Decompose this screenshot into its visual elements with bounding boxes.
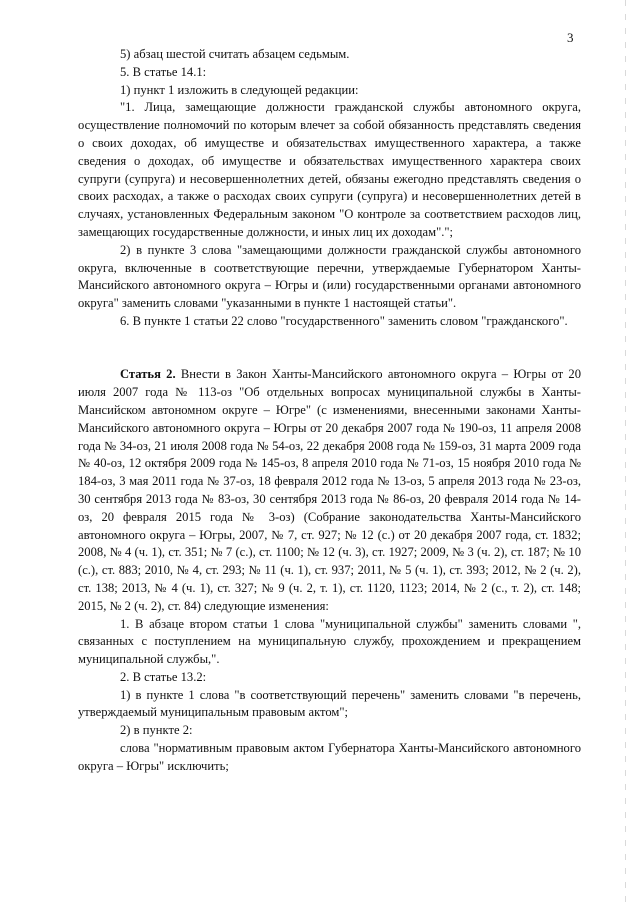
paragraph: "1. Лица, замещающие должности гражданской службы автономного округа, осуществление полномочий по которым влечет за собой обязанность представлять сведения о своих доходах, об имуществе и обязательствах имущественного характера, а также сведения о доходах, об имуществе и обязательствах имущественного характера своих супруги (супруга) и несовершеннолетних детей, обязаны ежегодно представлять сведения о своих расходах, а также о расходах своих супруги (супруга) и несовершеннолетних детей в случаях, установленных Федеральным законом "О контроле за соответствием расходов лиц, замещающих государственные должности, и иных лиц их доходам"."; (78, 100, 581, 239)
article-text: Внести в Закон Ханты-Мансийского автономного округа – Югры от 20 июля 2007 года № 113-оз "Об отдельных вопросах муниципальной службы в Ханты-Мансийском автономном округе – Югре" (с изменениями, внесенными законами Ханты-Мансийского автономного округа – Югры от 20 декабря 2007 года № 190-оз, 11 апреля 2008 года № 34-оз, 21 июля 2008 года № 54-оз, 22 декабря 2008 года № 159-оз, 31 марта 2009 года № 40-оз, 12 октября 2009 года № 145-оз, 8 апреля 2010 года № 71-оз, 15 ноября 2010 года № 184-оз, 3 мая 2011 года № 37-оз, 18 февраля 2012 года № 13-оз, 5 апреля 2013 года № 23-оз, 30 сентября 2013 года № 83-оз, 30 сентября 2013 года № 86-оз, 20 февраля 2014 года № 14-оз, 20 февраля 2015 года № 3-оз) (Собрание законодательства Ханты-Мансийского автономного округа – Югры, 2007, № 7, ст. 927; № 12 (с.) от 20 декабря 2007 года, ст. 1832; 2008, № 4 (ч. 1), ст. 351; № 7 (с.), ст. 1100; № 12 (ч. 3), ст. 1927; 2009, № 3 (ч. 2), ст. 187; № 10 (с.), ст. 883; 2010, № 4, ст. 293; № 11 (ч. 1), ст. 937; 2011, № 5 (ч. 1), ст. 393; 2012, № 2 (ч. 2), ст. 138; 2013, № 4 (ч. 1), ст. 327; № 9 (ч. 2, т. 1), ст. 1120, 1123; 2014, № 2 (с., т. 2), ст. 148; 2015, № 2 (ч. 2), ст. 84) следующие изменения: (78, 367, 581, 613)
spacer (78, 331, 581, 349)
paragraph: 1) в пункте 1 слова "в соответствующий перечень" заменить словами "в перечень, утверждаемый муниципальным правовым актом"; (78, 687, 581, 720)
paragraph: слова "нормативным правовым актом Губернатора Ханты-Мансийского автономного округа – Югры" исключить; (78, 741, 581, 773)
paragraph: 5) абзац шестой считать абзацем седьмым. (120, 47, 350, 61)
paragraph: 1) пункт 1 изложить в следующей редакции: (120, 82, 359, 97)
spacer (78, 349, 581, 367)
article-paragraph (78, 366, 581, 615)
page-number: 3 (567, 30, 574, 45)
scan-edge-artifact (625, 0, 626, 905)
paragraph: 2) в пункте 3 слова "замещающими должности гражданской службы автономного округа, включенные в соответствующие перечни, утверждаемые Губернатором Ханты-Мансийского автономного округа – Югры и (или) государственными органами автономного округа" заменить словами "указанными в пункте 1 настоящей статьи". (78, 242, 581, 311)
paragraph: 6. В пункте 1 статьи 22 слово "государственного" заменить словом "гражданского". (120, 313, 568, 328)
article-label: Статья 2. (120, 367, 176, 382)
paragraph: 2. В статье 13.2: (120, 669, 207, 684)
paragraph: 5. В статье 14.1: (120, 64, 207, 79)
paragraph: 2) в пункте 2: (120, 723, 193, 738)
document-body (78, 46, 581, 776)
paragraph: 1. В абзаце втором статьи 1 слова "муниципальной службы" заменить словами ", связанных с поступлением на муниципальную службу, прохождением и прекращением муниципальной службы,". (78, 616, 581, 667)
